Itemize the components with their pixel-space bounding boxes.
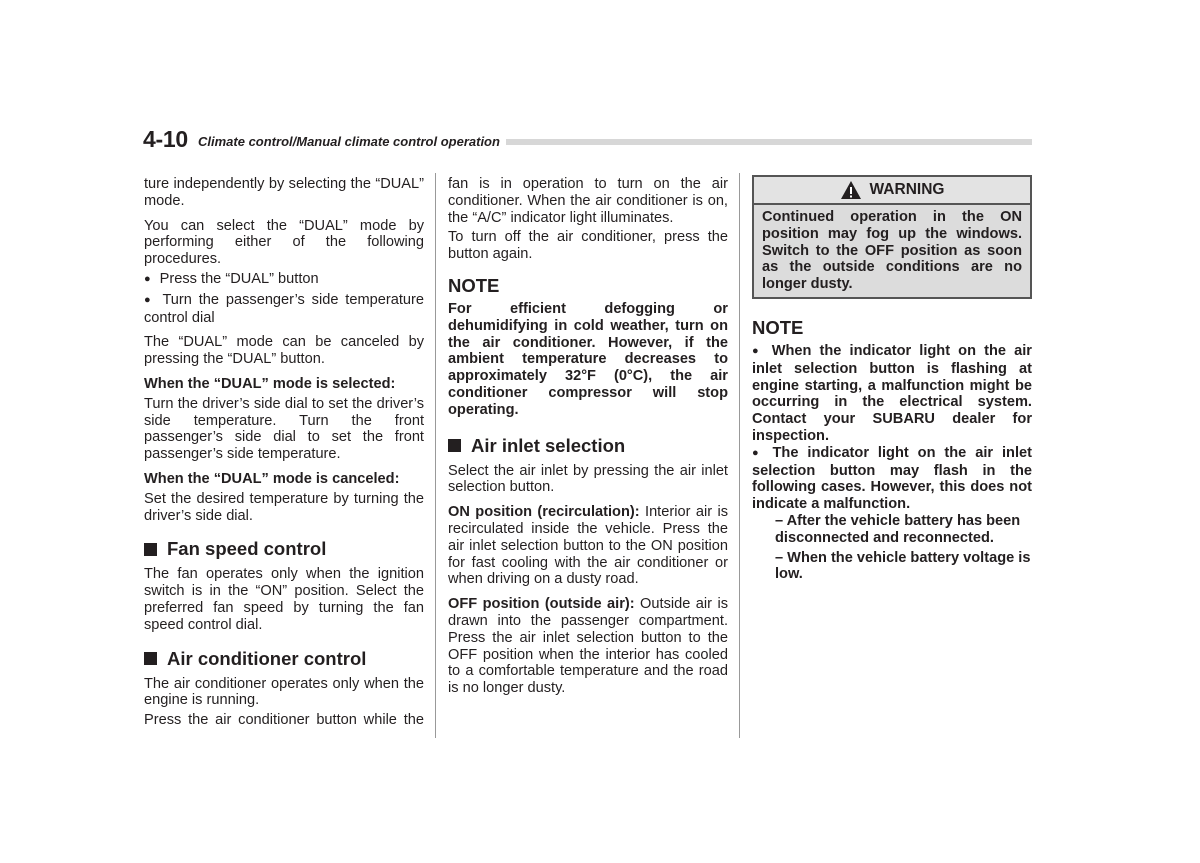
note-text: For efficient defogging or dehumidifying in cold weather, turn on the air conditioner. However, if the ambient temperature decreases to approximately 32°F (0°C), the air conditioner compressor will stop operating. [448,300,728,418]
paragraph: ON position (recirculation): Interior air is recirculated inside the vehicle. Press the air inlet selection button to the ON position for fast cooling with the air conditioner or when driving on a dusty road. [448,504,728,588]
air-conditioner-heading: Air conditioner control [144,648,424,670]
warning-header: WARNING [754,177,1030,205]
bullet-icon: ● [752,446,764,459]
paragraph: fan is in operation to turn on the air conditioner. When the air conditioner is on, the “A/C” indicator light illuminates. [448,176,728,226]
subheading: When the “DUAL” mode is selected: [144,375,396,392]
paragraph: The air conditioner operates only when the engine is running. [144,675,424,709]
warning-icon [840,180,862,200]
fan-speed-heading: Fan speed control [144,538,424,560]
bullet-icon: ● [752,344,763,357]
paragraph: The fan operates only when the ignition switch is in the “ON” position. Select the preferred fan speed by turning the fan speed control dial. [144,566,424,633]
paragraph: The “DUAL” mode can be canceled by pressing the “DUAL” button. [144,334,424,368]
paragraph: You can select the “DUAL” mode by performing either of the following procedures. [144,217,424,268]
air-inlet-heading: Air inlet selection [448,435,728,457]
paragraph: OFF position (outside air): Outside air is drawn into the passenger compartment. Press the air inlet selection button to the OFF position when the interior has cooled to a comfortable temperature and the road is no longer dusty. [448,596,728,697]
paragraph: Select the air inlet by pressing the air inlet selection button. [448,462,728,496]
column-divider-2 [739,173,740,738]
column-2 [448,176,728,700]
note-bullet: ● When the indicator light on the air inlet selection button is flashing at engine starting, a malfunction might be occurring in the electrical system. Contact your SUBARU dealer for inspection. [752,342,1032,444]
paragraph: ture independently by selecting the “DUAL” mode. [144,176,424,209]
note-dash-item: – When the vehicle battery voltage is low. [775,549,1031,583]
square-bullet-icon [448,439,461,452]
page-number: 4-10 [143,126,198,153]
column-3 [752,175,1032,586]
bullet-item: ● Turn the passenger’s side temperature control dial [144,291,424,326]
note-bullet: ● The indicator light on the air inlet selection button may flash in the following cases. However, this does not indicate a malfunction. [752,444,1032,513]
paragraph: Turn the driver’s side dial to set the driver’s side temperature. Turn the front passenger’s side dial to set the front passenger’s side temperature. [144,395,424,463]
note-dash-item: – After the vehicle battery has been disconnected and reconnected. [775,512,1021,546]
paragraph: Set the desired temperature by turning the driver’s side dial. [144,490,424,524]
bullet-icon: ● [144,272,151,285]
subheading: When the “DUAL” mode is canceled: [144,470,400,487]
square-bullet-icon [144,652,157,665]
bullet-icon: ● [144,293,154,306]
paragraph: To turn off the air conditioner, press the button again. [448,229,728,263]
warning-text: Continued operation in the ON position may fog up the windows. Switch to the OFF position as soon as the outside conditions are no longer dusty. [762,209,1022,293]
paragraph: Press the air conditioner button while the [144,712,424,729]
note-title: NOTE [752,316,804,338]
column-1 [144,176,424,732]
column-divider-1 [435,173,436,738]
section-title: Climate control/Manual climate control operation [198,134,506,149]
note-title: NOTE [448,274,500,296]
bullet-item: ● Press the “DUAL” button [144,270,319,287]
square-bullet-icon [144,543,157,556]
warning-box [752,175,1032,299]
